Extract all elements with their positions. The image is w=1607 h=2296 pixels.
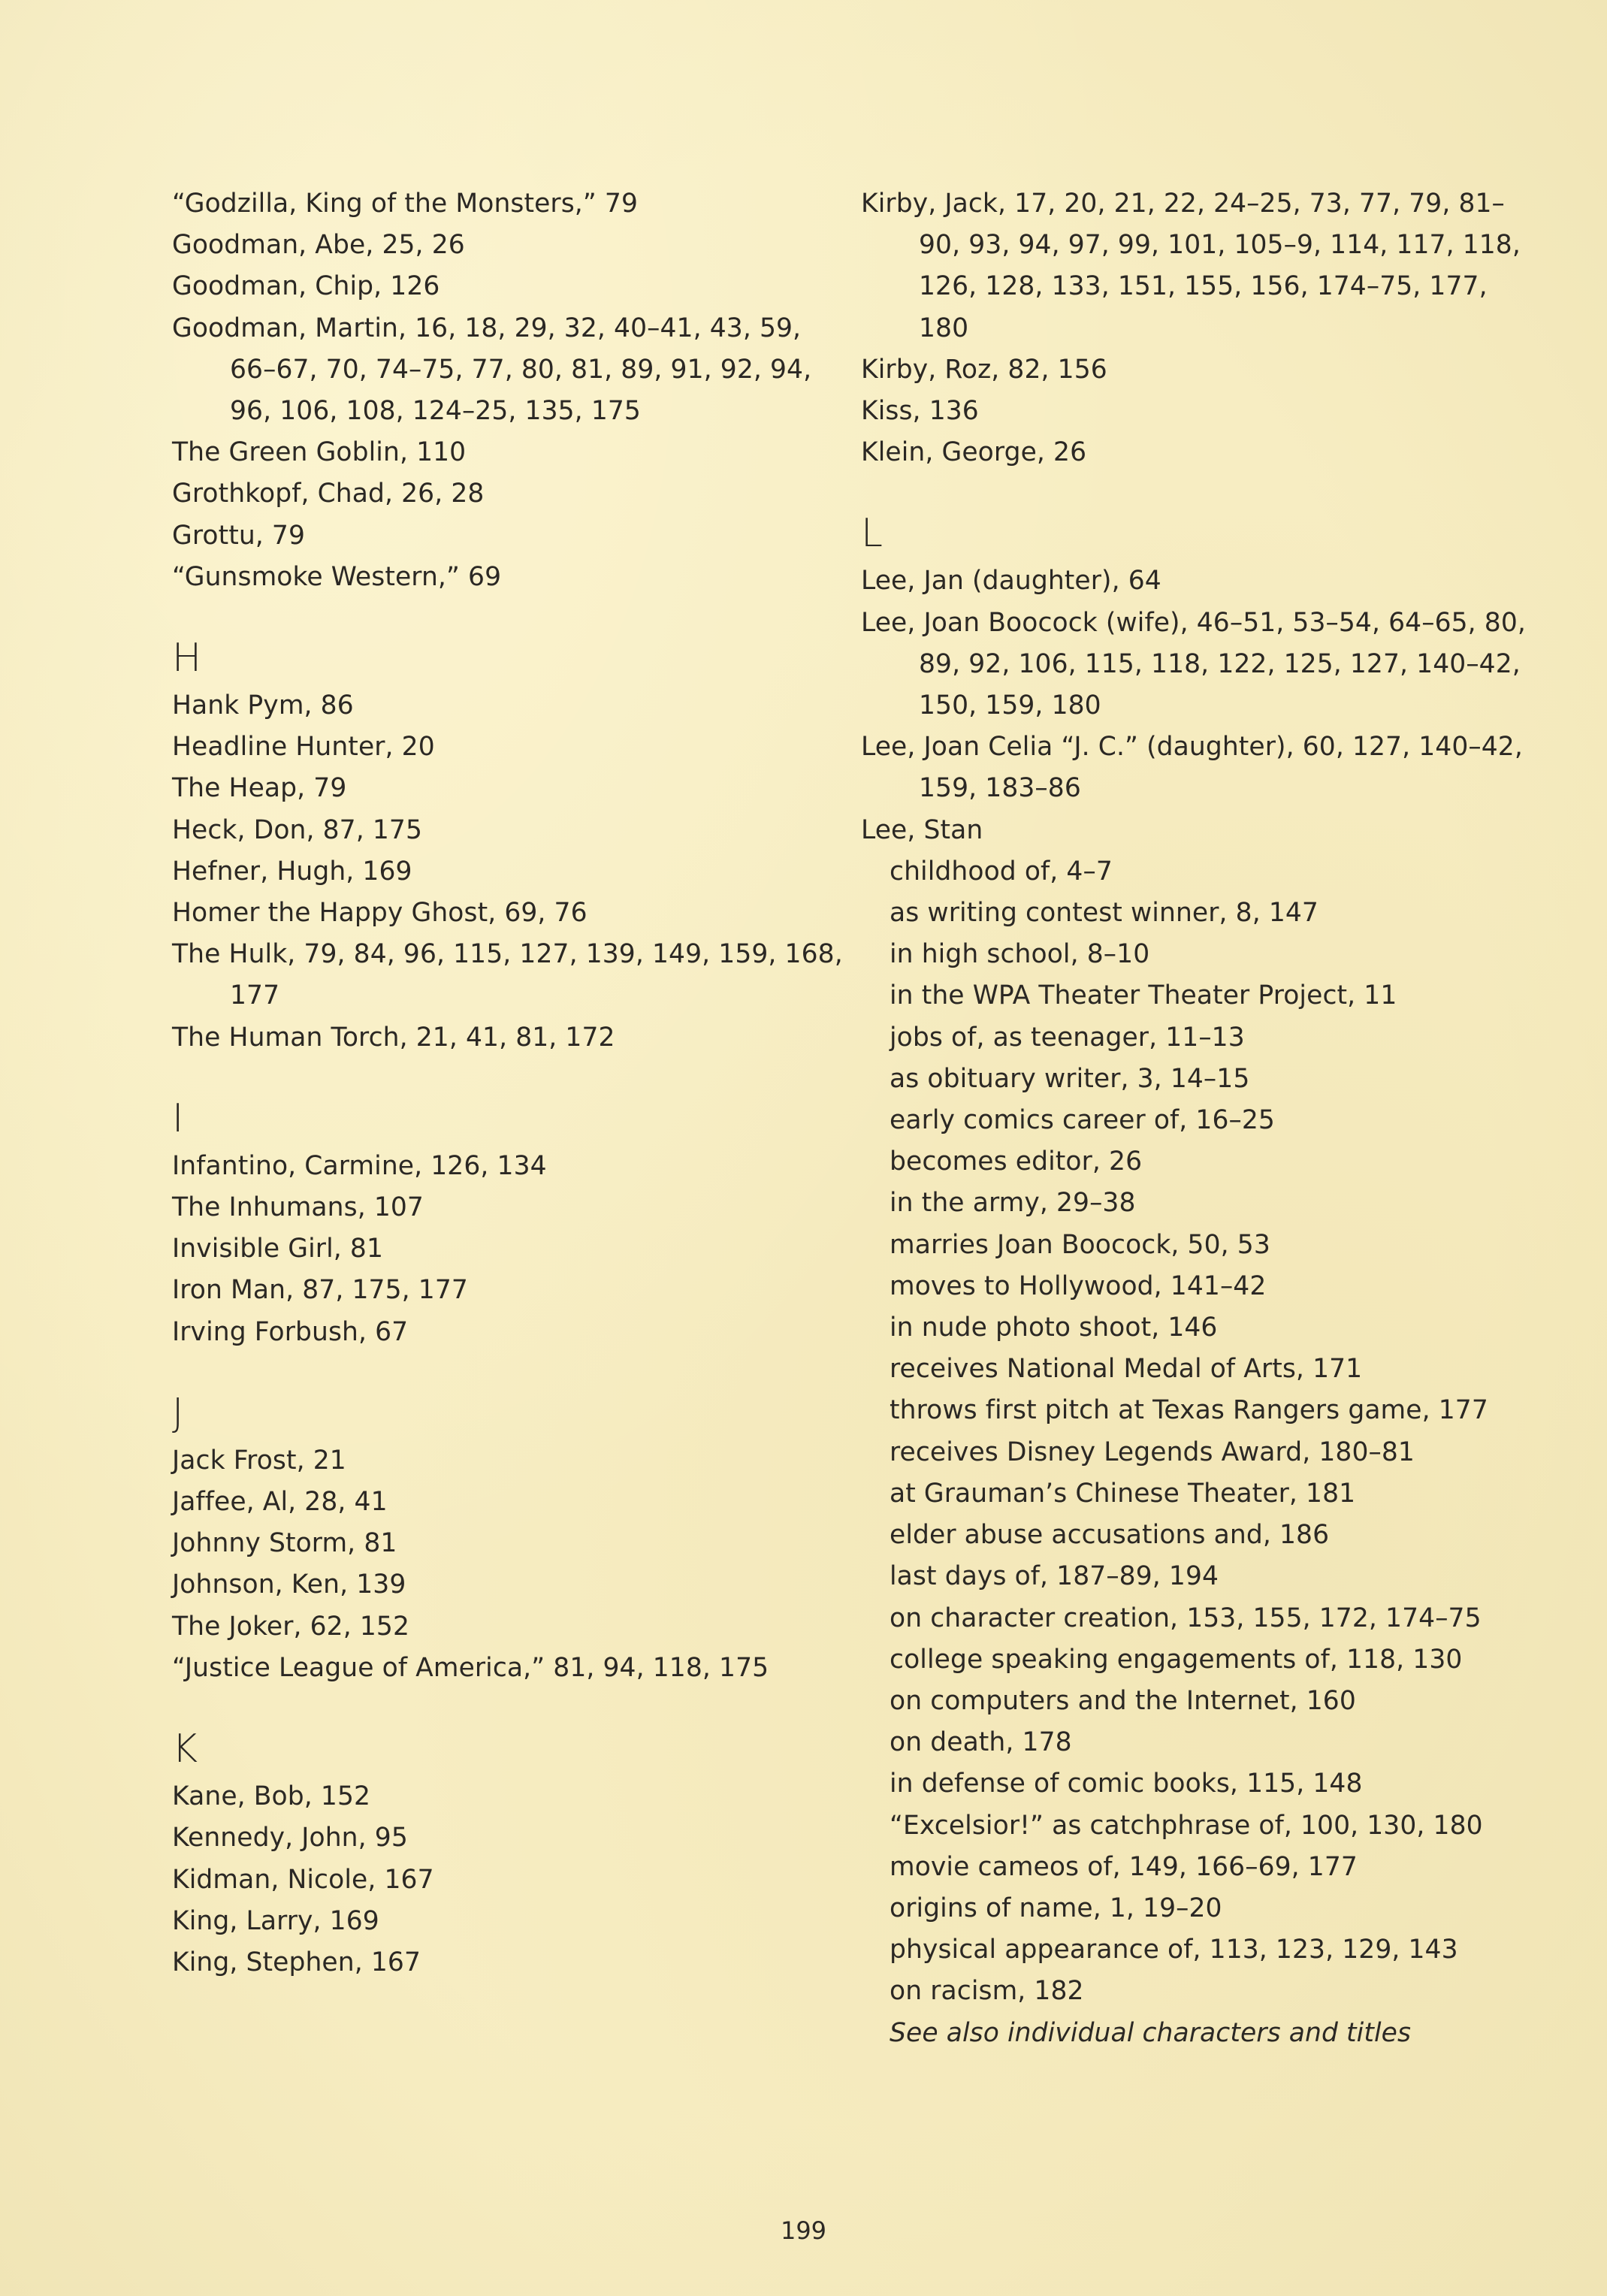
index-entry: The Inhumans, 107 (172, 1192, 424, 1223)
index-entry: Heck, Don, 87, 175 (172, 814, 423, 845)
index-entry: “Godzilla, King of the Monsters,” 79 (172, 189, 639, 219)
index-entry: Headline Hunter, 20 (172, 732, 435, 763)
index-entry: Kiss, 136 (861, 396, 979, 427)
index-entry: The Green Goblin, 110 (172, 437, 467, 468)
index-subentry: throws first pitch at Texas Rangers game, 177 (890, 1395, 1488, 1426)
index-entry: Invisible Girl, 81 (172, 1234, 384, 1264)
index-subentry: on death, 178 (890, 1727, 1072, 1758)
section-letter-k: K (172, 1727, 199, 1772)
index-entry: The Human Torch, 21, 41, 81, 172 (172, 1022, 615, 1053)
section-letter-h: H (172, 636, 203, 681)
index-entry: Goodman, Abe, 25, 26 (172, 230, 465, 261)
index-subentry: origins of name, 1, 19–20 (890, 1893, 1222, 1923)
index-subentry: on racism, 182 (890, 1976, 1084, 2007)
index-entry: Grothkopf, Chad, 26, 28 (172, 479, 485, 509)
index-entry: “Gunsmoke Western,” 69 (172, 561, 502, 592)
index-entry: The Hulk, 79, 84, 96, 115, 127, 139, 149, 159, 168, 177 (172, 939, 851, 1011)
index-subentry: movie cameos of, 149, 166–69, 177 (890, 1851, 1358, 1882)
index-subentry: elder abuse accusations and, 186 (890, 1520, 1330, 1551)
index-subentry: in nude photo shoot, 146 (890, 1313, 1218, 1343)
index-column-right (861, 183, 1537, 2054)
index-column-left (172, 183, 851, 1983)
index-entry: Kirby, Jack, 17, 20, 21, 22, 24–25, 73, 77, 79, 81–90, 93, 94, 97, 99, 101, 105–9, 114, 117, 118, 126, 128, 133, 151, 155, 156, 174–75, 177, 180 (861, 189, 1529, 343)
index-entry: Hank Pym, 86 (172, 690, 354, 721)
index-subentry: moves to Hollywood, 141–42 (890, 1270, 1267, 1301)
section-letter-i: I (172, 1095, 185, 1141)
index-subentry: jobs of, as teenager, 11–13 (890, 1022, 1245, 1053)
index-subentry: in the WPA Theater Theater Project, 11 (890, 980, 1397, 1011)
index-subentry: as writing contest winner, 8, 147 (890, 898, 1319, 929)
index-subentry: “Excelsior!” as catchphrase of, 100, 130, 180 (890, 1810, 1483, 1841)
index-subentry: becomes editor, 26 (890, 1146, 1143, 1177)
page-number: 199 (780, 2216, 827, 2245)
index-entry: Klein, George, 26 (861, 437, 1087, 468)
index-entry: Lee, Stan (861, 814, 983, 845)
index-entry: Johnson, Ken, 139 (172, 1569, 406, 1600)
index-entry: King, Larry, 169 (172, 1905, 379, 1936)
index-entry: Goodman, Chip, 126 (172, 271, 440, 302)
index-subentry: in defense of comic books, 115, 148 (890, 1769, 1363, 1799)
index-entry: Kane, Bob, 152 (172, 1781, 371, 1812)
index-entry: Kidman, Nicole, 167 (172, 1864, 434, 1895)
index-entry: Lee, Joan Boocock (wife), 46–51, 53–54, 64–65, 80, 89, 92, 106, 115, 118, 122, 125, 127, 140–42, 150, 159, 180 (861, 607, 1535, 721)
index-entry: Homer the Happy Ghost, 69, 76 (172, 898, 588, 929)
index-subentry: on computers and the Internet, 160 (890, 1685, 1356, 1716)
index-entry: “Justice League of America,” 81, 94, 118, 175 (172, 1652, 769, 1683)
see-also-note: See also individual characters and titles (890, 2017, 1412, 2048)
index-entry: Johnny Storm, 81 (172, 1528, 397, 1559)
index-subentry: as obituary writer, 3, 14–15 (890, 1063, 1250, 1094)
index-subentry: early comics career of, 16–25 (890, 1105, 1275, 1136)
section-letter-j: J (172, 1390, 185, 1436)
index-subentry: marries Joan Boocock, 50, 53 (890, 1229, 1270, 1260)
index-subentry: receives Disney Legends Award, 180–81 (890, 1437, 1415, 1467)
index-entry: Kirby, Roz, 82, 156 (861, 354, 1107, 385)
section-letter-l: L (861, 511, 884, 557)
index-entry: Irving Forbush, 67 (172, 1316, 409, 1347)
index-entry: Iron Man, 87, 175, 177 (172, 1275, 468, 1306)
index-subentry: physical appearance of, 113, 123, 129, 143 (890, 1935, 1458, 1965)
index-entry: King, Stephen, 167 (172, 1947, 421, 1977)
index-entry: Jaffee, Al, 28, 41 (172, 1487, 388, 1518)
index-subentry: on character creation, 153, 155, 172, 174–75 (890, 1603, 1482, 1633)
index-entry: Kennedy, John, 95 (172, 1823, 408, 1853)
index-entry: Lee, Jan (daughter), 64 (861, 566, 1161, 597)
index-entry: Lee, Joan Celia “J. C.” (daughter), 60, 127, 140–42, 159, 183–86 (861, 732, 1531, 804)
index-entry: Jack Frost, 21 (172, 1445, 346, 1476)
index-subentry: in high school, 8–10 (890, 939, 1150, 970)
index-subentry: last days of, 187–89, 194 (890, 1561, 1219, 1592)
index-entry: The Joker, 62, 152 (172, 1611, 409, 1642)
index-subentry: in the army, 29–38 (890, 1188, 1136, 1219)
index-subentry: at Grauman’s Chinese Theater, 181 (890, 1478, 1356, 1509)
index-entry: Goodman, Martin, 16, 18, 29, 32, 40–41, 43, 59, 66–67, 70, 74–75, 77, 80, 81, 89, 91, 92, 94, 96, 106, 108, 124–25, 135, 175 (172, 313, 820, 427)
index-subentry: college speaking engagements of, 118, 130 (890, 1644, 1463, 1675)
index-subentry: childhood of, 4–7 (890, 856, 1113, 887)
index-entry: Grottu, 79 (172, 520, 306, 551)
index-entry: Hefner, Hugh, 169 (172, 856, 412, 887)
index-subentry: receives National Medal of Arts, 171 (890, 1354, 1363, 1385)
index-entry: The Heap, 79 (172, 773, 347, 804)
index-entry: Infantino, Carmine, 126, 134 (172, 1150, 547, 1181)
